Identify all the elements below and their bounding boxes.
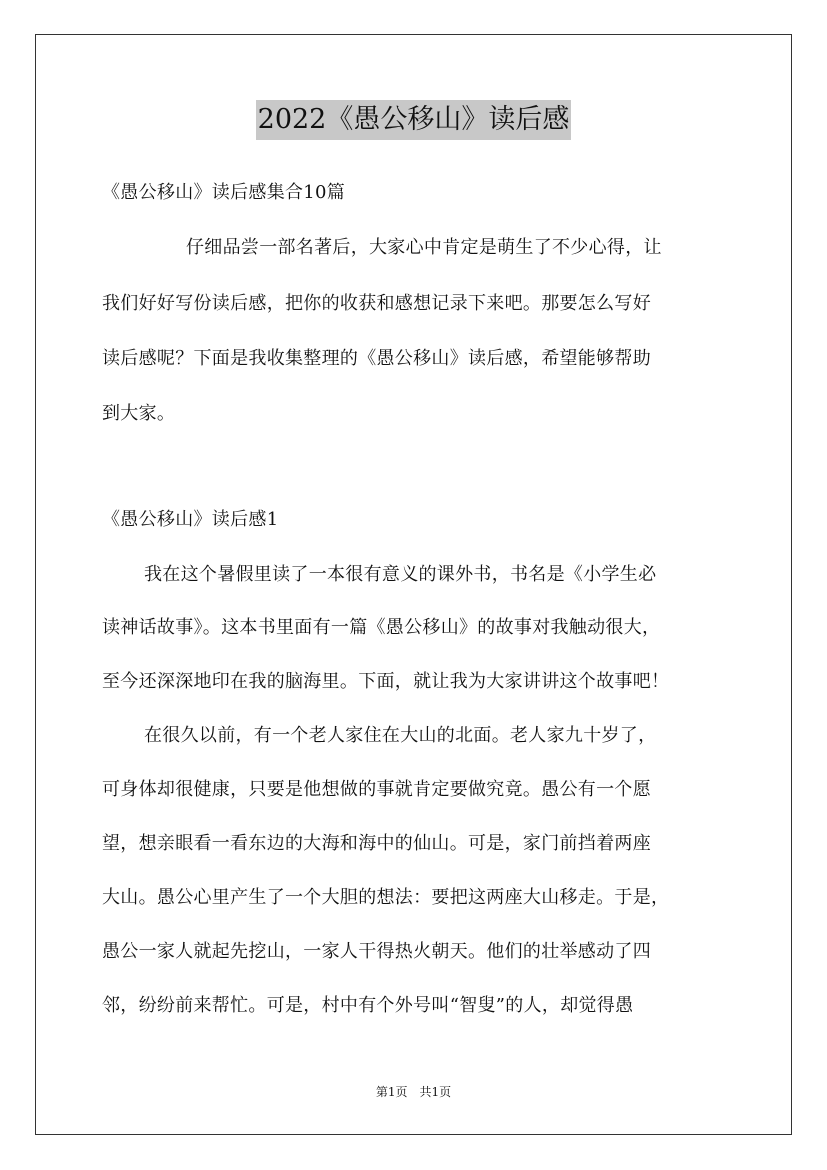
intro-line: 读后感呢？下面是我收集整理的《愚公移山》读后感，希望能够帮助 xyxy=(102,348,651,369)
document-subtitle: 《愚公移山》读后感集合10篇 xyxy=(102,182,346,203)
intro-line: 到大家。 xyxy=(102,403,176,424)
intro-line: 我们好好写份读后感，把你的收获和感想记录下来吧。那要怎么写好 xyxy=(102,293,651,314)
body-line: 我在这个暑假里读了一本很有意义的课外书，书名是《小学生必 xyxy=(144,564,657,585)
body-line: 大山。愚公心里产生了一个大胆的想法：要把这两座大山移走。于是， xyxy=(102,887,670,908)
section-heading: 《愚公移山》读后感1 xyxy=(102,509,279,530)
page-footer: 第1页 共1页 xyxy=(375,1085,452,1099)
body-line: 可身体却很健康，只要是他想做的事就肯定要做究竟。愚公有一个愿 xyxy=(102,779,651,800)
body-line: 在很久以前，有一个老人家住在大山的北面。老人家九十岁了， xyxy=(144,725,657,746)
body-line: 读神话故事》。这本书里面有一篇《愚公移山》的故事对我触动很大， xyxy=(102,617,661,638)
intro-line: 仔细品尝一部名著后，大家心中肯定是萌生了不少心得，让 xyxy=(186,237,662,258)
body-line: 邻，纷纷前来帮忙。可是，村中有个外号叫“智叟”的人，却觉得愚 xyxy=(102,995,634,1016)
document-title: 2022《愚公移山》读后感 xyxy=(256,100,572,140)
body-line: 望，想亲眼看一看东边的大海和海中的仙山。可是，家门前挡着两座 xyxy=(102,833,651,854)
body-line: 愚公一家人就起先挖山，一家人干得热火朝天。他们的壮举感动了四 xyxy=(102,941,651,962)
title-container xyxy=(0,100,827,140)
body-line: 至今还深深地印在我的脑海里。下面，就让我为大家讲讲这个故事吧！ xyxy=(102,671,670,692)
